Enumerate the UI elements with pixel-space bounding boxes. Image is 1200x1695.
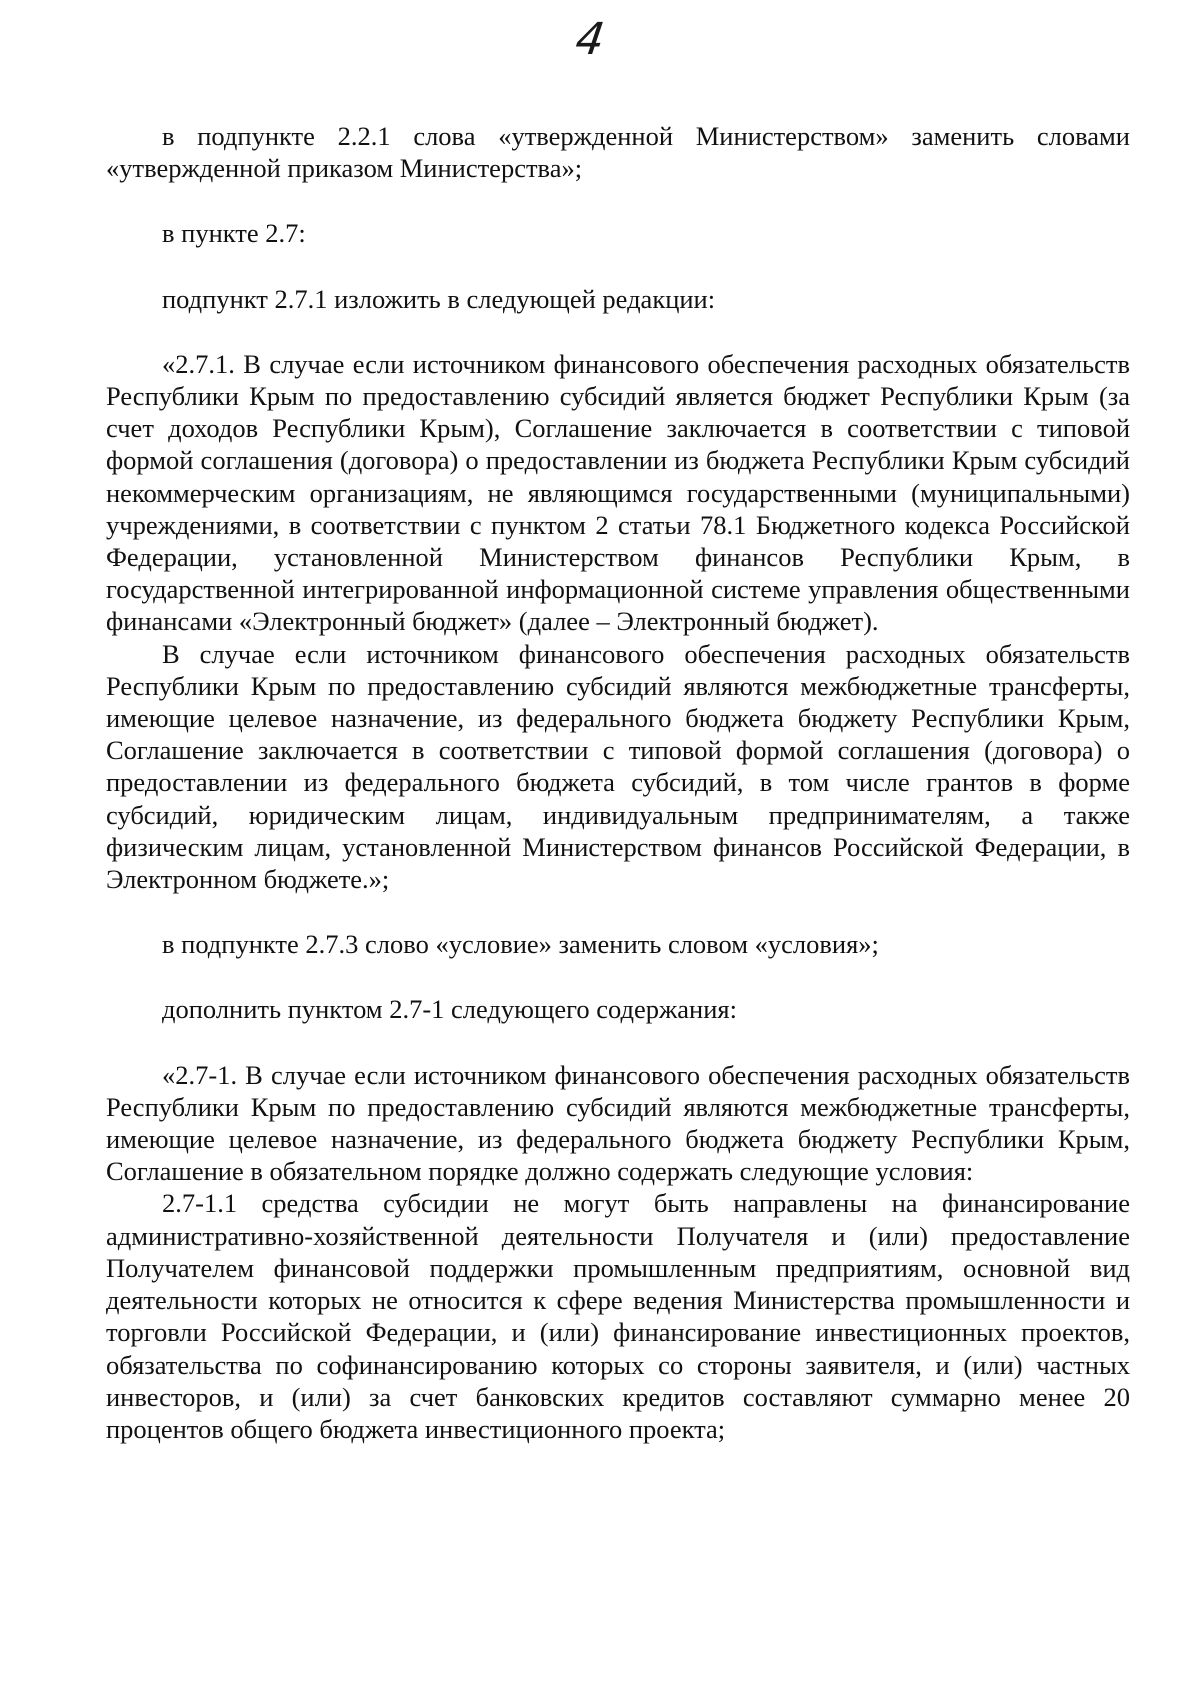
paragraph-2-7-1-federal: В случае если источником финансового обеспечения расходных обязательств Республики Крым по предоставлению субсидий являются межбюджетные трансферты, имеющие целевое назначение, из федерального бюджета бюджету Республики Крым, Соглашение заключается в соответствии с типовой формой соглашения (договора) о предоставлении из федерального бюджета субсидий, в том числе грантов в форме субсидий, юридическим лицам, индивидуальным предпринимателям, а также физическим лицам, установленной Министерством финансов Российской Федерации, в Электронном бюджете.»; [106, 638, 1130, 895]
paragraph-2-7-1-text: «2.7.1. В случае если источником финансового обеспечения расходных обязательств Республики Крым по предоставлению субсидий является бюджет Республики Крым (за счет доходов Республики Крым), Соглашение заключается в соответствии с типовой формой соглашения (договора) о предоставлении из бюджета Республики Крым субсидий некоммерческим организациям, не являющимся государственными (муниципальными) учреждениями, в соответствии с пунктом 2 статьи 78.1 Бюджетного кодекса Российской Федерации, установленной Министерством финансов Республики Крым, в государственной интегрированной информационной системе управления общественными финансами «Электронный бюджет» (далее – Электронный бюджет). [106, 348, 1130, 637]
document-body [106, 120, 1130, 1445]
paragraph-add-2-7-1: дополнить пунктом 2.7-1 следующего содержания: [162, 994, 737, 1025]
paragraph-2-7-1-new-text: «2.7-1. В случае если источником финансового обеспечения расходных обязательств Республики Крым по предоставлению субсидий являются межбюджетные трансферты, имеющие целевое назначение, из федерального бюджета бюджету Республики Крым, Соглашение в обязательном порядке должно содержать следующие условия: [106, 1059, 1130, 1187]
paragraph-point-2-7: в пункте 2.7: [162, 218, 306, 249]
paragraph-subpoint-2-7-1-intro: подпункт 2.7.1 изложить в следующей редакции: [162, 283, 716, 314]
paragraph-2-7-1-1: 2.7-1.1 средства субсидии не могут быть направлены на финансирование административно-хозяйственной деятельности Получателя и (или) предоставление Получателем финансовой поддержки промышленным предприятиям, основной вид деятельности которых не относится к сфере ведения Министерства промышленности и торговли Российской Федерации, и (или) финансирование инвестиционных проектов, обязательства по софинансированию которых со стороны заявителя, и (или) частных инвесторов, и (или) за счет банковских кредитов составляют суммарно менее 20 процентов общего бюджета инвестиционного проекта; [106, 1188, 1130, 1444]
page-number: 4 [572, 14, 608, 65]
paragraph-amend-2-2-1: в подпункте 2.2.1 слова «утвержденной Министерством» заменить словами «утвержденной приказом Министерства»; [106, 121, 1130, 184]
paragraph-amend-2-7-3: в подпункте 2.7.3 слово «условие» заменить словом «условия»; [162, 929, 879, 960]
